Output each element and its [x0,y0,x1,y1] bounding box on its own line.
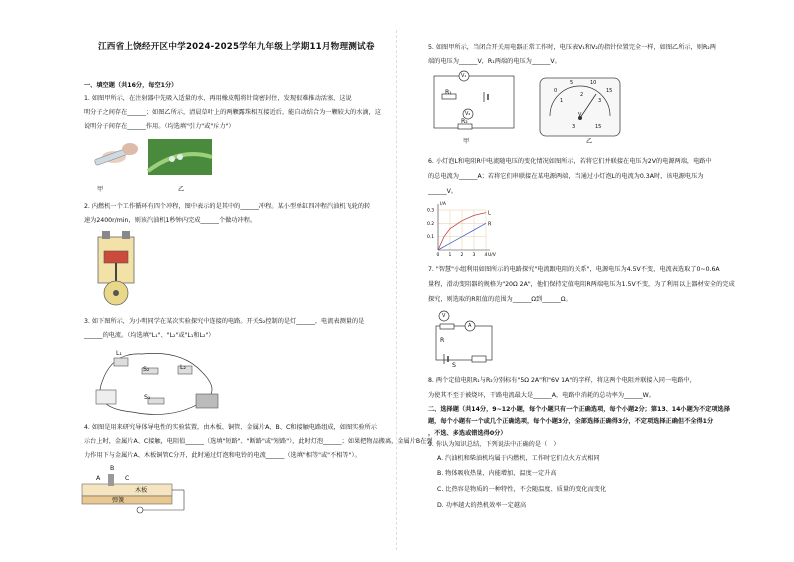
q4-label-spring: 弹簧 [112,497,125,504]
iu-chart [426,200,498,260]
voltmeter-figure [538,76,622,138]
q5-label-r1: R₁ [445,89,452,96]
question-6-line-1: 6. 小灯泡L和电阻R中电流随电压的变化情况如图所示，若将它们并联接在电压为2V的电源两端，电路中 [428,158,712,165]
q4-label-c: C [125,475,130,482]
q3-circuit [82,342,232,422]
q4-label-b: B [110,465,115,472]
q4-label-board: 木板 [135,487,148,494]
page-title: 江西省上饶经开区中学2024-2025学年九年级上学期11月物理测试卷 [98,42,375,52]
q9-option-b: B. 物体吸收热量，内能增加，温度一定升高 [437,470,557,477]
q9-option-d: D. 功率越大的热机效率一定越高 [437,502,527,509]
q3-label-l2: L₂ [180,364,186,371]
meter-terminal-3: 3 [572,124,576,130]
q7-label-a: A [468,323,472,329]
question-9-stem: 9. 你认为知识总结，下列说法中正确的是（ ） [428,441,560,448]
question-5-line-1: 5. 如图甲所示，当闭合开关用电器正常工作时，电压表V₁和V₂的指针位置完全一样，如图乙所示，则R₂两 [428,44,716,51]
meter-tick-10: 10 [590,80,597,86]
question-3-line-1: 3. 如下图所示，为小明同学在某次实验探究中连接的电路。开关S₂控制的是灯______，电流表测量的是 [84,318,365,325]
meter-tick-0-top: 0 [554,88,558,94]
question-1-line-2: 明分子之间存在______；如图乙所示，清晨草叶上的两颗露珠相互接近后，能自动结合为一颗较大的水滴，这 [84,109,381,116]
q5-label-r2: R₂ [461,118,468,125]
q3-label-s2: S₂ [143,366,150,373]
y-axis-label: I/A [440,202,446,207]
question-6-line-2: 的总电流为______A；若将它们串联接在某电源两端，当通过小灯泡L的电流为0.3A时，该电源电压为 [428,173,704,180]
q7-label-r: R [440,337,445,344]
q5-label-v1: V₁ [461,73,467,79]
q3-label-l1: L₁ [116,350,122,357]
question-8-line-2: 为使其不至于被烧坏，干路电流最大是______A，电路中消耗的总功率为______W。 [428,392,655,399]
meter-tick-15: 15 [606,88,613,94]
question-6-line-3: ______V。 [428,188,457,195]
leaf-figure [148,139,212,175]
question-2-line-1: 2. 内燃机一个工作循环有四个冲程，图中表示的是其中的______冲程。某小型单缸四冲程汽油机飞轮的转 [84,203,371,210]
y-tick-label: 0.2 [427,221,435,227]
meter-tick-5: 5 [570,80,574,86]
x-tick-label: 4 [484,253,488,258]
q5-label-jia: 甲 [463,138,470,145]
section-1-heading: 一、填空题（共16分，每空1分） [84,82,178,89]
column-divider [396,30,397,550]
meter-tick-1: 1 [560,98,564,104]
question-4-line-2: 示台上时，金属片A、C接触，电阻值______（选填"短路"、"断路"或"短路"），此时灯泡______；如果把物品搬离，金属片B在弹 [84,438,433,445]
q1-label-jia: 甲 [97,186,104,193]
section-2-line-1: 二、选择题（共14分，9~12小题，每个小题只有一个正确选项，每个小题2分；第13、14小题为不定项选择 [428,406,730,413]
question-4-line-3: 力作用下与金属片A、木板铜管C分开，此时通过灯泡和电铃的电流______（选填"相等"或"不相等"）。 [84,452,361,459]
question-7-line-2: 量程，滑动变阻器的规格为"20Ω 2A"，他们保持定值电阻R两端电压为1.5V不变，为了利用以上器材安全的完成 [428,281,735,288]
section-2-line-2: 题，每个小题有一个或几个正确选项，每个小题3分，全部选择正确得3分，不定项选择正确但不全得1分 [428,418,714,425]
y-tick-label: 0.3 [427,208,435,214]
meter-terminal-15: 15 [595,124,602,130]
question-2-line-2: 速为2400r/min，则该汽油机1秒钟内完成______个做功冲程。 [84,217,257,224]
series-label-L: L [488,210,491,217]
engine-figure [92,229,142,309]
q9-option-c: C. 比热容是物质的一种特性，不会随温度、质量的变化而变化 [437,486,607,493]
question-3-line-2: ______的电流。（均选填"L₁"、"L₂"或"L₁和L₂"） [84,332,215,339]
q5-label-v2: V₂ [465,111,471,117]
q4-label-a: A [96,475,101,482]
question-8-line-1: 8. 两个定值电阻R₁与R₂分别标有"5Ω 2A"和"6V 1A"的字样，将这两个电阻并联接入同一电路中， [428,377,696,384]
question-7-line-1: 7. "智慧"小组利用如图所示的电路探究"电流跟电阻的关系"，电源电压为4.5V不变，电流表选取了0~0.6A [428,266,720,273]
syringe-figure [94,143,138,166]
question-7-line-3: 探究，则选取的R阻值的范围为______Ω到______Ω。 [428,296,572,303]
y-tick-label: 0.1 [427,235,435,241]
meter-unit-v: V [578,112,582,118]
q7-label-s: S [452,362,456,369]
x-axis-label: U/V [488,253,496,258]
series-label-R: R [488,221,492,228]
x-tick-label: 2 [460,253,464,258]
q3-label-s1: S₁ [144,394,151,401]
q5-label-yi: 乙 [586,138,593,145]
question-4-line-1: 4. 如图是用来研究导体导电性的实验装置，由木板、铜管、金属片A、B、C和接触电路组成，如图实验所示 [84,424,377,431]
meter-tick-3-inner: 3 [598,98,602,104]
q7-label-v: V [442,313,446,319]
section-2-line-3: ，不选、多选或错选得0分） [428,430,507,437]
meter-tick-2: 2 [580,92,584,98]
question-1-line-1: 1. 如图甲所示，在注射器中先吸入适量的水，再用橡皮帽将针筒密封住，发现很难推动活塞，这说 [84,95,352,102]
question-5-line-2: 端的电压为______V，R₁两端的电压为______V。 [428,58,561,65]
x-tick-label: 3 [472,253,476,258]
question-1-line-3: 说明分子间存在______作用。（均选填"引力"或"斥力"） [84,123,235,130]
x-tick-label: 0 [436,253,440,258]
x-tick-label: 1 [448,253,452,258]
q5-circuit [428,70,520,136]
q9-option-a: A. 汽油机和柴油机均属于内燃机，工作时它们点火方式相同 [437,455,600,462]
q1-figures [92,137,242,189]
q1-label-yi: 乙 [178,186,185,193]
